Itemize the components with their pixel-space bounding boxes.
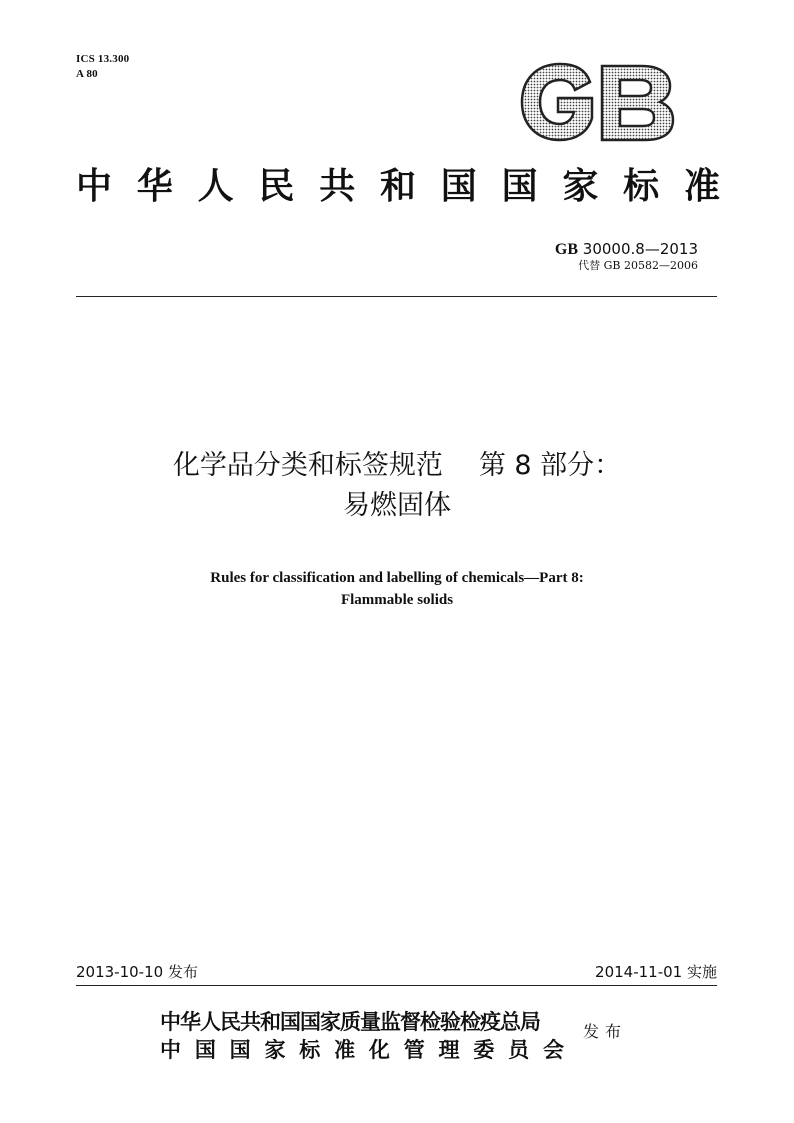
english-title xyxy=(0,567,794,611)
chinese-subtitle: 易燃固体 xyxy=(343,490,451,521)
ics-code: ICS 13.300 xyxy=(76,53,130,65)
standard-number xyxy=(555,240,698,259)
national-standard-heading: 中华人民共和国国家标准 xyxy=(76,166,720,207)
chinese-title xyxy=(0,446,794,526)
replaces-standard: 代替 GB 20582—2006 xyxy=(578,259,698,272)
category-code: A 80 xyxy=(76,68,98,80)
english-title-line2: Flammable solids xyxy=(340,592,454,608)
implementation-date: 2014-11-01 实施 xyxy=(595,963,717,981)
standard-prefix: GB xyxy=(554,241,579,258)
issue-date: 2013-10-10 发布 xyxy=(76,963,198,981)
issuer-sac: 中国国家标准化管理委员会 xyxy=(160,1037,564,1062)
publish-label: 发布 xyxy=(583,1022,628,1041)
chinese-title-main: 化学品分类和标签规范 xyxy=(172,450,443,481)
standard-code: 30000.8—2013 xyxy=(582,240,698,258)
header-divider xyxy=(76,296,717,297)
chinese-title-part: 第 8 部分： xyxy=(478,450,622,481)
classification-codes xyxy=(76,52,129,82)
gb-logo-icon xyxy=(518,62,676,142)
issuer-aqsiq: 中华人民共和国国家质量监督检验检疫总局 xyxy=(160,1009,540,1034)
english-title-line1: Rules for classification and labelling of chemicals—Part 8: xyxy=(210,570,584,586)
footer-divider xyxy=(76,985,717,986)
issuing-authorities xyxy=(160,1008,564,1064)
